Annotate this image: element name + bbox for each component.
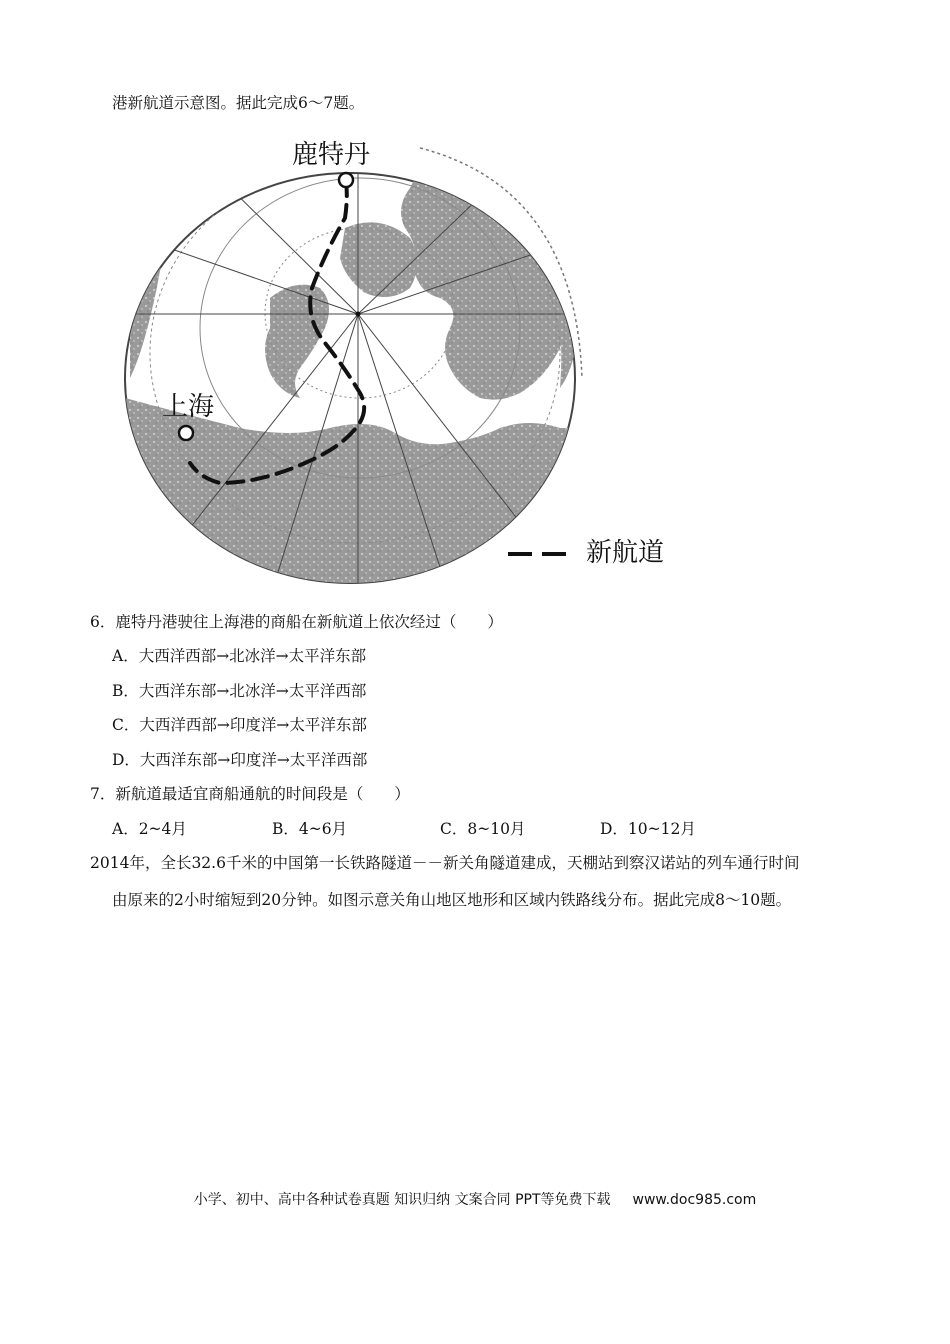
passage-line-1: 2014年，全长32.6千米的中国第一长铁路隧道－－新关角隧道建成，天棚站到察汉诺站的列车通行时间 [90,854,800,872]
question-6-stem: 6．鹿特丹港驶往上海港的商船在新航道上依次经过（ ） [90,613,503,631]
north-pole-marker [356,312,361,317]
passage-line-2: 由原来的2小时缩短到20分钟。如图示意关角山地区地形和区域内铁路线分布。据此完成8～10题。 [112,891,792,909]
rotterdam-port-marker [339,173,353,187]
arctic-route-map [120,128,680,598]
footer-url[interactable]: www.doc985.com [632,1192,757,1208]
shanghai-label: 上海 [162,392,215,422]
intro-text-tail: 港新航道示意图。据此完成6～7题。 [112,94,365,112]
question-7-option-d: D．10~12月 [600,820,696,838]
question-7-option-a: A．2~4月 [112,820,187,838]
footer-text: 小学、初中、高中各种试卷真题 知识归纳 文案合同 PPT等免费下载 [193,1192,611,1208]
question-6-option-b: B．大西洋东部→北冰洋→太平洋西部 [112,682,367,700]
rotterdam-label: 鹿特丹 [292,140,371,170]
question-7-stem: 7．新航道最适宜商船通航的时间段是（ ） [90,785,410,803]
map-graphic [120,128,680,598]
question-6-option-a: A．大西洋西部→北冰洋→太平洋东部 [112,647,367,665]
shanghai-port-marker [179,426,193,440]
question-7-option-c: C．8~10月 [440,820,526,838]
legend-label: 新航道 [586,538,665,568]
question-6-option-d: D．大西洋东部→印度洋→太平洋西部 [112,751,368,769]
question-7-option-b: B．4~6月 [272,820,348,838]
question-6-option-c: C．大西洋西部→印度洋→太平洋东部 [112,716,367,734]
page-footer [0,1190,950,1210]
